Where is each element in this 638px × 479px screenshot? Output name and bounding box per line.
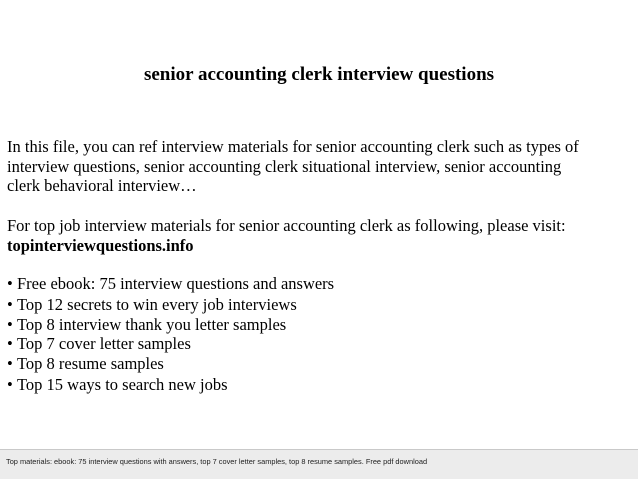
visit-line: For top job interview materials for senior accounting clerk as following, please visit: (7, 216, 566, 235)
bullet-icon: • (7, 274, 13, 293)
bullet-icon: • (7, 374, 13, 394)
list-item (7, 354, 635, 375)
list-item (7, 334, 635, 355)
resource-list (7, 274, 635, 395)
footer-bar (0, 449, 638, 479)
list-item-text: Free ebook: 75 interview questions and answers (17, 274, 335, 293)
bullet-icon: • (7, 333, 13, 353)
slide-title: senior accounting clerk interview questions (143, 64, 495, 85)
intro-line: clerk behavioral interview… (7, 176, 197, 195)
list-item-text: Top 8 interview thank you letter samples (17, 315, 287, 334)
list-item-text: Top 8 resume samples (17, 354, 164, 373)
visit-paragraph (7, 216, 635, 255)
footer-text: Top materials: ebook: 75 interview questions with answers, top 7 cover letter samples, top 8 resume samples. Free pdf download (6, 457, 428, 466)
intro-line: In this file, you can ref interview materials for senior accounting clerk such as types of (7, 137, 579, 156)
list-item-text: Top 7 cover letter samples (17, 333, 191, 353)
list-item-text: Top 12 secrets to win every job interviews (17, 294, 297, 314)
list-item (7, 274, 635, 295)
list-item (7, 375, 635, 396)
bullet-icon: • (7, 354, 13, 373)
intro-paragraph (7, 137, 635, 196)
list-item-text: Top 15 ways to search new jobs (17, 374, 228, 394)
list-item (7, 315, 635, 336)
site-link[interactable]: topinterviewquestions.info (7, 235, 194, 255)
list-item (7, 295, 635, 316)
intro-line: interview questions, senior accounting clerk situational interview, senior accounting (7, 156, 562, 176)
bullet-icon: • (7, 294, 13, 314)
bullet-icon: • (7, 315, 13, 334)
